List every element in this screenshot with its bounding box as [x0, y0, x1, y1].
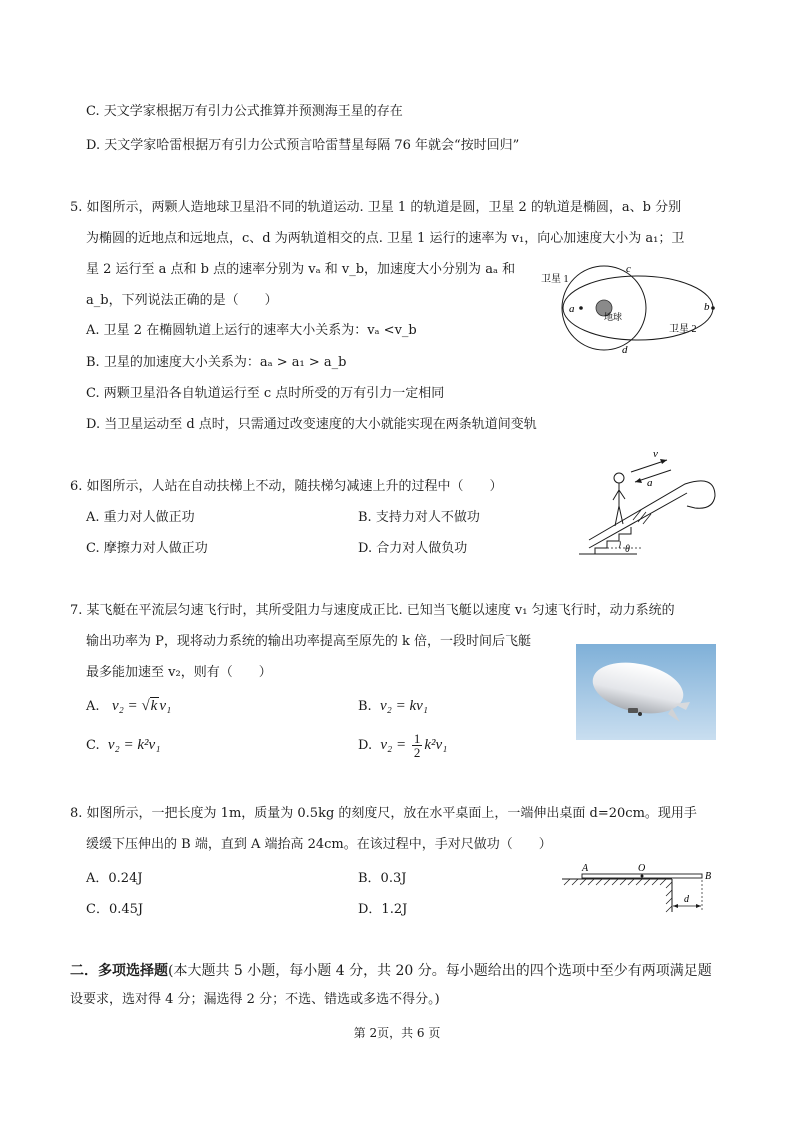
- section2-header: [70, 962, 712, 980]
- q7-option-d: D. v₂ = $\frac{1}{2}$ k²v₁: [358, 731, 448, 760]
- q5-option-b: B. 卫星的加速度大小关系为：aₐ > a₁ > a_b: [86, 355, 347, 370]
- airship-photo: [576, 644, 716, 740]
- escalator-diagram: [575, 448, 725, 558]
- label-earth: 地球: [604, 312, 623, 322]
- label-sat1: 卫星 1: [541, 274, 569, 285]
- q8-stem-line1: 8. 如图所示，一把长度为 1m，质量为 0.5kg 的刻度尺，放在水平桌面上，一端伸出桌面 d=20cm。现用手: [70, 806, 697, 821]
- q7-option-a: A. v₂ = √k v₁: [86, 698, 172, 714]
- q5-option-a: A. 卫星 2 在椭圆轨道上运行的速率大小关系为：vₐ <v_b: [86, 323, 417, 338]
- airship-gondola: [628, 708, 638, 713]
- label-ruler-a: A: [582, 863, 589, 874]
- label-v: v: [653, 448, 658, 460]
- q8-option-a: A．0.24J: [86, 871, 143, 886]
- q5-option-d: D. 当卫星运动至 d 点时，只需通过改变速度的大小就能实现在两条轨道间变轨: [86, 417, 537, 432]
- section2-title: 二．多项选择题: [70, 963, 168, 979]
- q6-option-a: A. 重力对人做正功: [86, 510, 195, 525]
- label-d: d: [622, 344, 628, 356]
- ruler-diagram: [560, 862, 720, 916]
- q6-option-c: C. 摩擦力对人做正功: [86, 541, 208, 556]
- point-a-marker: [579, 306, 583, 310]
- q5-stem-line2: 为椭圆的近地点和远地点，c、d 为两轨道相交的点. 卫星 1 运行的速率为 v₁，向心加速度大小为 a₁；卫: [86, 231, 685, 246]
- q8-option-c: C．0.45J: [86, 902, 144, 917]
- q5-stem-line3: 星 2 运行至 a 点和 b 点的速率分别为 vₐ 和 v_b，加速度大小分别为 aₐ 和: [86, 262, 516, 277]
- q6-option-b: B. 支持力对人不做功: [358, 510, 480, 525]
- label-b: b: [704, 301, 710, 313]
- section2-desc-line1: (本大题共 5 小题，每小题 4 分，共 20 分。每小题给出的四个选项中至少有两项满足题: [168, 963, 712, 979]
- prev-option-d: D. 天文学家哈雷根据万有引力公式预言哈雷彗星每隔 76 年就会“按时回归”: [86, 138, 520, 153]
- prev-option-c: C. 天文学家根据万有引力公式推算并预测海王星的存在: [86, 104, 403, 119]
- label-ruler-b: B: [705, 871, 712, 882]
- page-footer: 第 2页，共 6 页: [353, 1026, 441, 1040]
- q5-stem-line4: a_b，下列说法正确的是（ ）: [86, 293, 278, 308]
- label-c: c: [626, 263, 631, 275]
- point-b-marker: [711, 306, 715, 310]
- label-ruler-o: O: [638, 863, 646, 874]
- q6-option-d: D. 合力对人做负功: [358, 541, 468, 556]
- label-acc: a: [647, 477, 653, 489]
- person-head: [614, 473, 624, 483]
- q8-option-d: D．1.2J: [358, 902, 408, 917]
- q7-stem-line1: 7. 某飞艇在平流层匀速飞行时，其所受阻力与速度成正比. 已知当飞艇以速度 v₁ 匀速飞行时，动力系统的: [70, 603, 675, 618]
- label-theta: θ: [625, 544, 630, 555]
- q5-option-c: C. 两颗卫星沿各自轨道运行至 c 点时所受的万有引力一定相同: [86, 386, 445, 401]
- q7-stem-line2: 输出功率为 P，现将动力系统的输出功率提高至原先的 k 倍，一段时间后飞艇: [86, 634, 532, 649]
- q7-stem-line3: 最多能加速至 v₂，则有（ ）: [86, 665, 272, 680]
- q7-option-c: C. v₂ = k²v₁: [86, 737, 161, 753]
- q6-stem: 6. 如图所示，人站在自动扶梯上不动，随扶梯匀减速上升的过程中（ ）: [70, 479, 503, 494]
- q8-option-b: B．0.3J: [358, 871, 407, 886]
- label-sat2: 卫星 2: [669, 324, 697, 335]
- q7-option-b: B. v₂ = kv₁: [358, 698, 428, 714]
- label-a: a: [569, 303, 575, 315]
- q5-stem-line1: 5. 如图所示，两颗人造地球卫星沿不同的轨道运动. 卫星 1 的轨道是圆，卫星 2 的轨道是椭圆，a、b 分别: [70, 200, 682, 215]
- label-ruler-d: d: [684, 894, 689, 905]
- orbit-diagram: [538, 258, 728, 358]
- q8-stem-line2: 缓缓下压伸出的 B 端，直到 A 端抬高 24cm。在该过程中，手对尺做功（ ）: [86, 837, 552, 852]
- section2-desc-line2: 设要求，选对得 4 分；漏选得 2 分；不选、错选或多选不得分。): [70, 992, 440, 1007]
